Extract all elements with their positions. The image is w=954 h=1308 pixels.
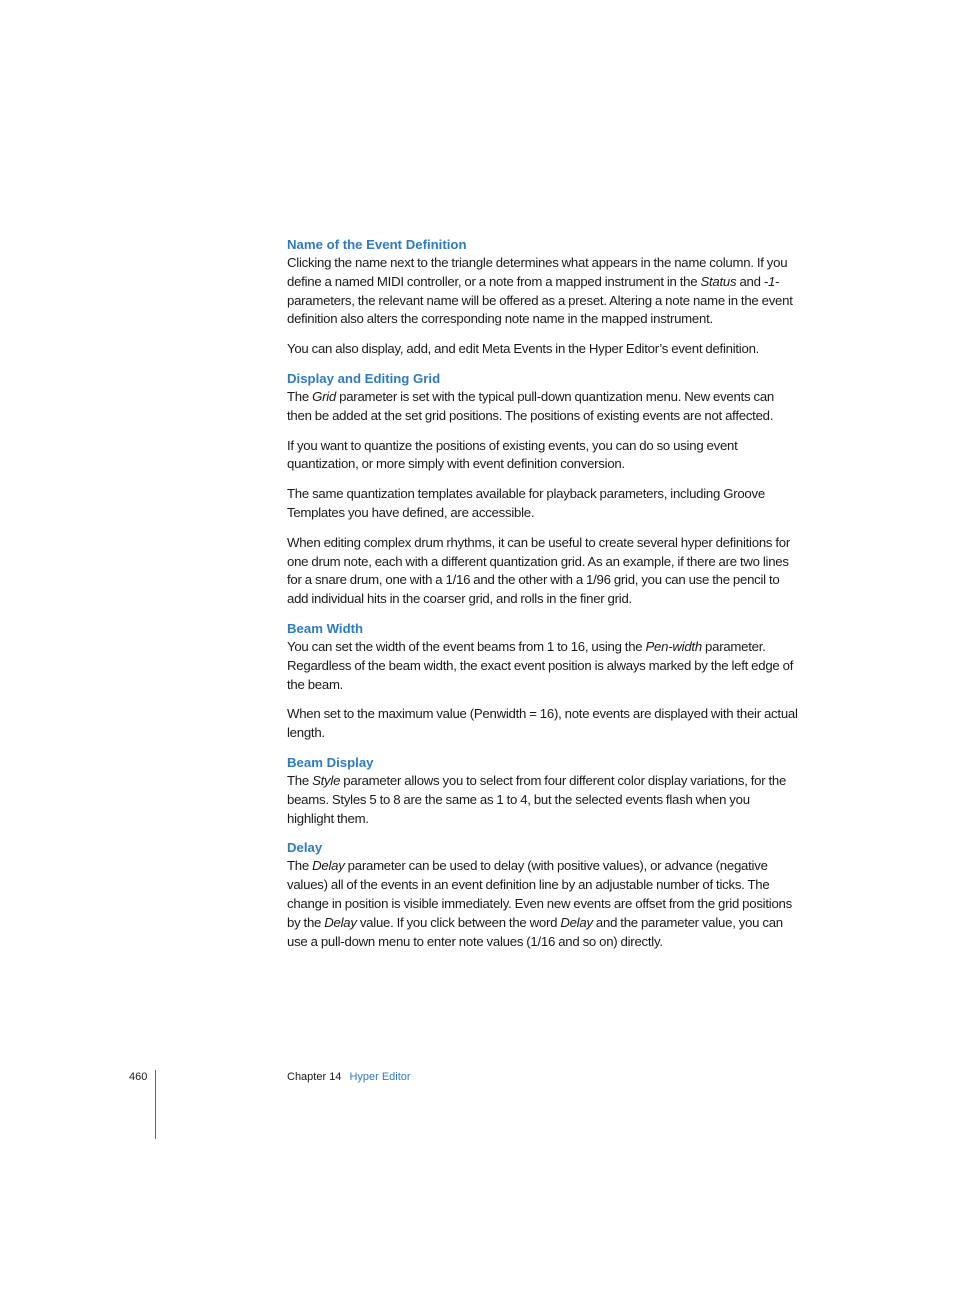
section: [287, 839, 799, 951]
text-run: You can set the width of the event beams from 1 to 16, using the: [287, 638, 646, 654]
text-run: If you want to quantize the positions of existing events, you can do so using event quantization, or more simply with event definition conversion.: [287, 437, 738, 472]
body-paragraph: [287, 340, 799, 359]
text-run: parameter is set with the typical pull-down quantization menu. New events can then be added at the set grid positions. The positions of existing events are not affected.: [287, 388, 774, 423]
italic-term: Style: [312, 772, 341, 788]
text-run: The same quantization templates available for playback parameters, including Groove Templates you have defined, are accessible.: [287, 486, 765, 520]
text-run: The: [287, 772, 313, 788]
chapter-title: Hyper Editor: [349, 1071, 411, 1083]
text-run: The: [287, 858, 313, 874]
section: [287, 236, 799, 359]
section: [287, 754, 799, 828]
body-paragraph: [287, 437, 799, 475]
italic-term: -1-: [763, 273, 780, 289]
text-run: When set to the maximum value (Penwidth = 16), note events are displayed with their actual length.: [287, 706, 798, 741]
chapter-footer: [287, 1070, 411, 1085]
italic-term: Status: [700, 273, 737, 289]
page-content: [287, 236, 799, 962]
section-heading: Beam Display: [287, 754, 374, 770]
chapter-label: Chapter 14: [287, 1071, 342, 1083]
text-run: The: [287, 388, 313, 404]
body-paragraph: [287, 534, 799, 609]
body-paragraph: [287, 388, 799, 426]
footer-rule: [155, 1070, 156, 1139]
text-run: parameter. Regardless of the beam width, the exact event position is always marked by the left edge of the beam.: [287, 638, 794, 692]
body-paragraph: [287, 857, 799, 951]
text-run: and: [736, 273, 764, 289]
section-heading: Beam Width: [287, 620, 364, 636]
italic-term: Pen-width: [645, 638, 702, 654]
italic-term: Grid: [312, 388, 337, 404]
page-number: 460: [129, 1071, 148, 1083]
text-run: and the parameter value, you can use a pull-down menu to enter note values (1/16 and so on) directly.: [287, 914, 783, 949]
text-run: parameters, the relevant name will be offered as a preset. Altering a note name in the event definition also alters the corresponding note name in the mapped instrument.: [287, 292, 793, 327]
section-heading: Display and Editing Grid: [287, 370, 441, 386]
text-run: value. If you click between the word: [356, 914, 561, 930]
text-run: parameter can be used to delay (with positive values), or advance (negative values) all of the events in an event definition line by an adjustable number of ticks. The change in position is visible immediately. Even new events are offset from the grid positions by the: [287, 858, 792, 930]
italic-term: Delay: [312, 858, 345, 874]
section: [287, 620, 799, 743]
text-run: You can also display, add, and edit Meta Events in the Hyper Editor’s event definition.: [287, 341, 760, 357]
body-paragraph: [287, 485, 799, 523]
italic-term: Delay: [324, 914, 357, 930]
body-paragraph: [287, 638, 799, 694]
italic-term: Delay: [560, 914, 593, 930]
body-paragraph: [287, 705, 799, 743]
section: [287, 370, 799, 609]
section-heading: Name of the Event Definition: [287, 237, 467, 252]
body-paragraph: [287, 772, 799, 828]
text-run: Clicking the name next to the triangle determines what appears in the name column. If you define a named MIDI controller, or a note from a mapped instrument in the: [287, 255, 788, 289]
body-paragraph: [287, 254, 799, 329]
text-run: When editing complex drum rhythms, it can be useful to create several hyper definitions for one drum note, each with a different quantization grid. As an example, if there are two lines for a snare drum, one with a 1/16 and the other with a 1/96 grid, you can use the pencil to add individual hits in the coarser grid, and rolls in the finer grid.: [287, 534, 791, 607]
section-heading: Delay: [287, 840, 323, 856]
text-run: parameter allows you to select from four different color display variations, for the beams. Styles 5 to 8 are the same as 1 to 4, but the selected events flash when you highlight them.: [287, 772, 787, 826]
